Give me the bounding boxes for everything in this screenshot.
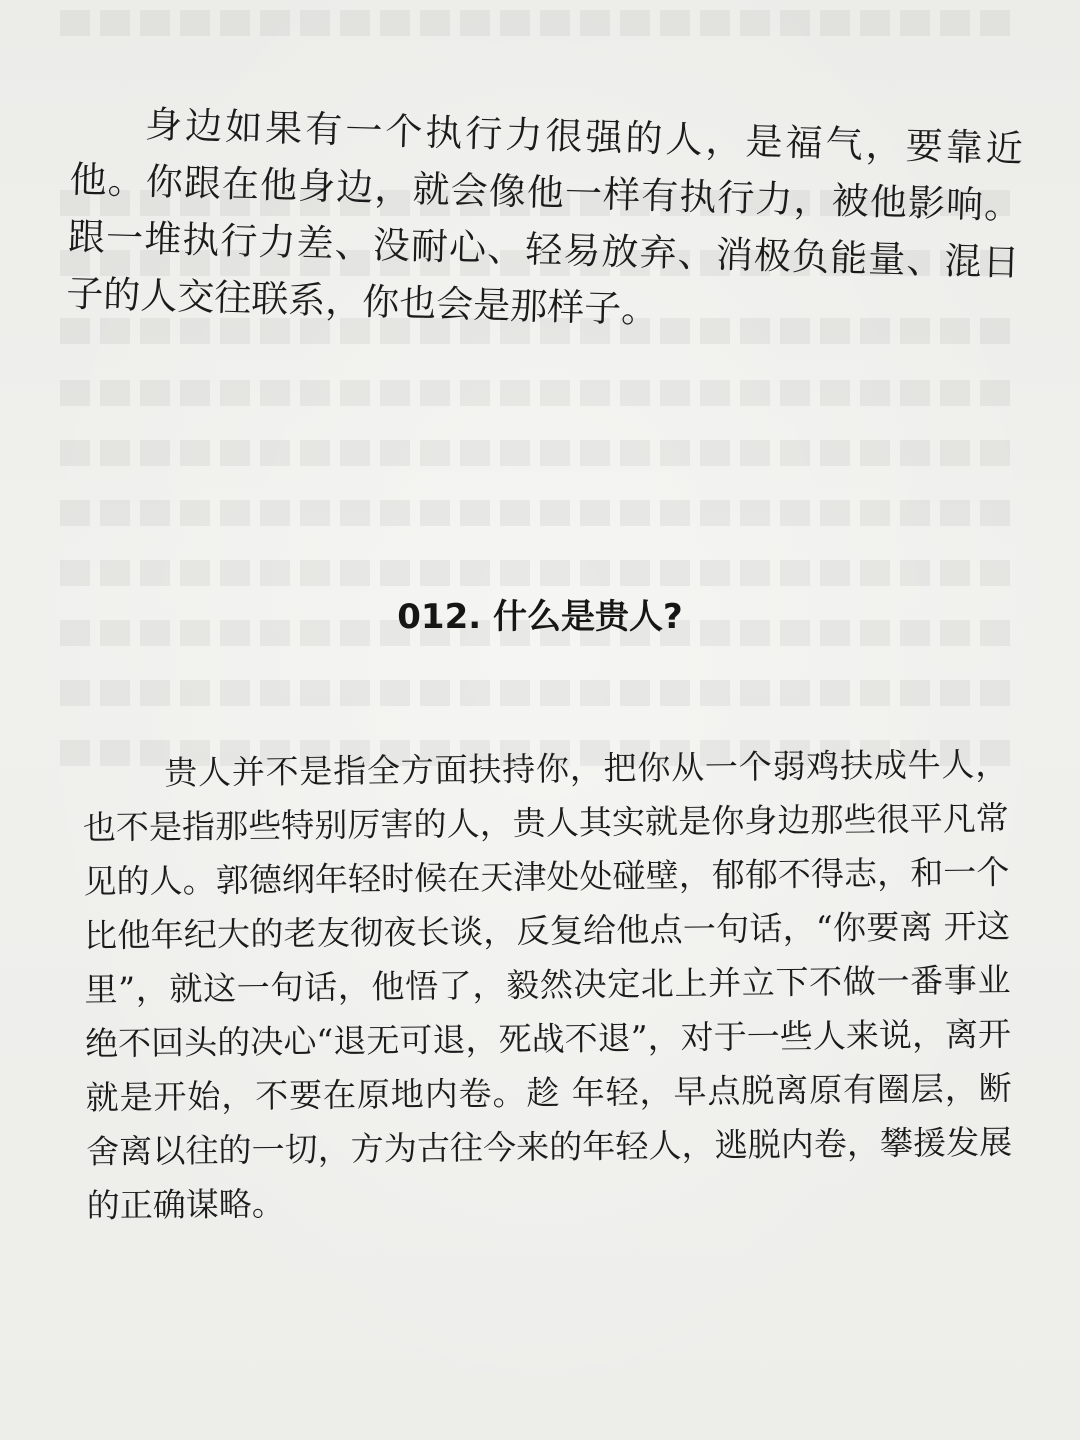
paragraph-executive-power: 身边如果有一个执行力很强的人，是福气，要靠近他。你跟在他身边，就会像他一样有执行力，被他影响。跟一堆执行力差、没耐心、轻易放弃、消极负能量、混日子的人交往联系，你也会是那样子。 (65, 103, 1024, 332)
section-heading: 012. 什么是贵人? (397, 597, 683, 637)
paragraph-noble-person: 贵人并不是指全方面扶持你，把你从一个弱鸡扶成牛人，也不是指那些特别厉害的人，贵人其实就是你身边那些很平凡常见的人。郭德纲年轻时候在天津处处碰壁，郁郁不得志，和一个 比他年纪大的老友彻夜长谈，反复给他点一句话，“你要离 开这里”，就这一句话，他悟了，毅然决定北上并立下不做一番事业绝不回头的决心“退无可退，死战不退”，对于一些人来说，离开就是开始，不要在原地内卷。趁 年轻，早点脱离原有圈层，断舍离以往的一切，方为古往今来的年轻人，逃脱内卷，攀援发展的正确谋略。 (82, 744, 1013, 1226)
